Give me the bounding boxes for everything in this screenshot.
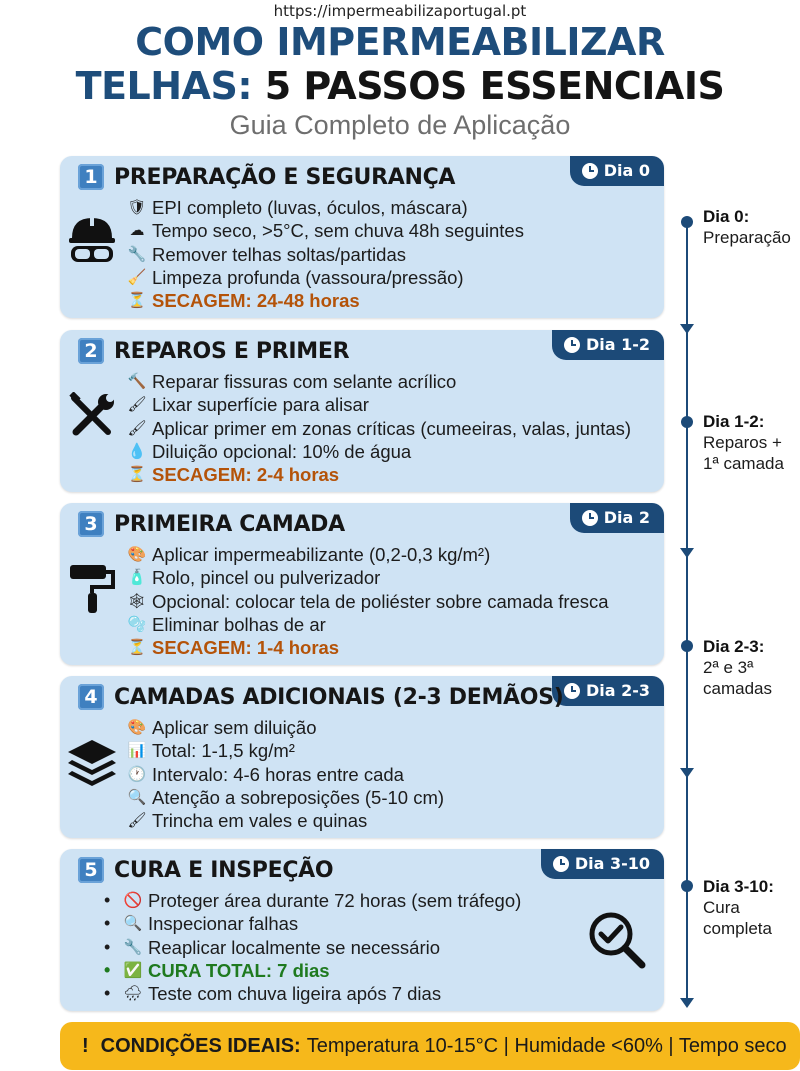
step-card-4 <box>60 676 664 838</box>
step-items <box>126 196 524 312</box>
bar-chart-icon: 📊 <box>127 742 147 760</box>
timeline-label <box>703 636 772 699</box>
timeline-dot <box>681 880 693 892</box>
rain-cloud-icon: • 🌧 <box>123 985 143 1003</box>
list-item <box>126 266 524 289</box>
brush-icon: 🖌 <box>127 396 147 414</box>
item-text: Rolo, pincel ou pulverizador <box>152 567 381 589</box>
step-card-5 <box>60 849 664 1011</box>
wrench-icon: • 🔧 <box>123 938 143 956</box>
item-text: Opcional: colocar tela de poliéster sobre camada fresca <box>152 590 609 612</box>
list-item <box>126 196 524 219</box>
paint-roller-icon <box>68 563 116 615</box>
list-item <box>126 809 444 832</box>
list-item <box>126 543 609 566</box>
item-text: CURA TOTAL: 7 dias <box>148 959 330 981</box>
day-badge-label: Dia 1-2 <box>585 335 650 354</box>
step-title: PREPARAÇÃO E SEGURANÇA <box>114 164 456 190</box>
list-item <box>104 889 521 912</box>
clock-icon <box>564 683 580 699</box>
list-item <box>126 786 444 809</box>
clock-icon: 🕐 <box>127 765 147 783</box>
list-item <box>126 739 444 762</box>
bottle-icon: 🧴 <box>127 569 147 587</box>
timeline-arrow <box>680 324 694 334</box>
hourglass-icon: ⏳ <box>127 466 147 484</box>
step-title: CAMADAS ADICIONAIS (2-3 DEMÃOS) <box>114 684 564 710</box>
web-icon: 🕸 <box>127 592 147 610</box>
item-text: Tempo seco, >5°C, sem chuva 48h seguintes <box>152 220 524 242</box>
hammer-icon: 🔨 <box>127 373 147 390</box>
item-text: Aplicar primer em zonas críticas (cumeeiras, valas, juntas) <box>152 417 632 439</box>
timeline-arrow <box>680 548 694 558</box>
step-header <box>78 164 455 190</box>
drying-time <box>126 636 609 659</box>
step-header <box>78 684 564 710</box>
paintbrush-icon: 🖌 <box>127 812 147 830</box>
item-text: EPI completo (luvas, óculos, máscara) <box>152 197 468 218</box>
timeline-label <box>703 876 774 939</box>
drying-time <box>126 463 631 486</box>
timeline-desc: 1ª camada <box>703 454 784 473</box>
day-badge-label: Dia 2 <box>603 508 650 527</box>
ideal-conditions-banner <box>60 1022 800 1070</box>
step-items <box>126 370 631 486</box>
ideal-conditions-text: Temperatura 10-15°C | Humidade <60% | Tempo seco <box>306 1034 787 1057</box>
item-text: Limpeza profunda (vassoura/pressão) <box>152 266 464 288</box>
step-header <box>78 511 345 537</box>
day-badge <box>541 849 664 879</box>
step-card-2 <box>60 330 664 492</box>
ideal-conditions-label: CONDIÇÕES IDEAIS: <box>100 1034 301 1057</box>
magnifier-check-icon <box>586 909 648 971</box>
step-number: 2 <box>78 338 104 364</box>
shield-icon: 🛡 <box>127 199 147 216</box>
item-text: Lixar superfície para alisar <box>152 394 369 416</box>
item-text: Trincha em vales e quinas <box>152 810 368 832</box>
timeline-label <box>703 411 784 474</box>
list-item <box>126 417 631 440</box>
page-title-line-2-b: 5 PASSOS ESSENCIAIS <box>264 64 725 108</box>
timeline-label <box>703 206 791 248</box>
warning-icon: ! <box>82 1034 89 1057</box>
timeline-desc: Reparos + <box>703 433 782 452</box>
timeline-desc: Preparação <box>703 228 791 247</box>
step-card-1 <box>60 156 664 318</box>
day-badge <box>570 503 664 533</box>
list-item <box>104 912 521 935</box>
step-header <box>78 338 349 364</box>
droplet-icon: 💧 <box>127 442 147 460</box>
day-badge <box>552 676 664 706</box>
drying-time <box>126 289 524 312</box>
clock-icon <box>553 856 569 872</box>
no-entry-icon: • 🚫 <box>123 892 143 909</box>
list-item <box>104 982 521 1005</box>
clock-icon <box>564 337 580 353</box>
step-header <box>78 857 333 883</box>
list-item <box>126 440 631 463</box>
item-text: Proteger área durante 72 horas (sem tráfego) <box>148 890 522 911</box>
magnifier-icon: • 🔍 <box>123 915 143 933</box>
step-title: CURA E INSPEÇÃO <box>114 857 334 883</box>
source-url[interactable]: https://impermeabilizaportugal.pt <box>273 2 527 20</box>
timeline-arrow <box>680 998 694 1008</box>
day-badge <box>570 156 664 186</box>
item-text: Reaplicar localmente se necessário <box>148 936 441 958</box>
hard-hat-goggles-icon <box>68 214 116 264</box>
item-text: Aplicar sem diluição <box>152 717 317 738</box>
cloud-icon: ☁ <box>129 222 145 240</box>
timeline-day: Dia 2-3: <box>703 637 765 656</box>
step-title: PRIMEIRA CAMADA <box>114 511 345 537</box>
list-item <box>126 393 631 416</box>
item-text: Inspecionar falhas <box>148 913 299 935</box>
timeline-day: Dia 3-10: <box>703 877 774 896</box>
timeline-arrow <box>680 768 694 778</box>
list-item <box>126 716 444 739</box>
step-items <box>126 716 444 832</box>
item-text: SECAGEM: 2-4 horas <box>152 464 340 486</box>
item-text: Aplicar impermeabilizante (0,2-0,3 kg/m²) <box>152 544 491 565</box>
day-badge-label: Dia 0 <box>603 161 650 180</box>
step-card-3 <box>60 503 664 665</box>
item-text: Intervalo: 4-6 horas entre cada <box>152 763 404 785</box>
item-text: Total: 1-1,5 kg/m² <box>152 740 295 762</box>
item-text: Remover telhas soltas/partidas <box>152 243 406 265</box>
step-number: 4 <box>78 684 104 710</box>
day-badge-label: Dia 3-10 <box>574 854 650 873</box>
hourglass-icon: ⏳ <box>127 292 147 310</box>
item-text: Diluição opcional: 10% de água <box>152 440 412 462</box>
item-text: Reparar fissuras com selante acrílico <box>152 371 457 392</box>
timeline-day: Dia 1-2: <box>703 412 765 431</box>
broom-icon: 🧹 <box>127 268 147 286</box>
item-text: SECAGEM: 1-4 horas <box>152 637 340 659</box>
timeline-dot <box>681 416 693 428</box>
wrench-icon: 🔧 <box>127 245 147 263</box>
hourglass-icon: ⏳ <box>127 639 147 657</box>
timeline-desc: camadas <box>703 679 772 698</box>
step-number: 3 <box>78 511 104 537</box>
cure-time <box>104 959 521 982</box>
timeline-desc: 2ª e 3ª <box>703 658 754 677</box>
item-text: SECAGEM: 24-48 horas <box>152 290 360 312</box>
page-subtitle: Guia Completo de Aplicação <box>229 110 571 140</box>
timeline-dot <box>681 216 693 228</box>
step-items <box>104 889 521 1005</box>
magnifier-icon: 🔍 <box>127 788 147 806</box>
palette-icon: 🎨 <box>127 546 147 563</box>
wrench-screwdriver-icon <box>68 392 116 440</box>
step-items <box>126 543 609 659</box>
list-item <box>126 590 609 613</box>
list-item <box>126 370 631 393</box>
list-item <box>126 613 609 636</box>
day-badge <box>552 330 664 360</box>
list-item <box>126 763 444 786</box>
item-text: Eliminar bolhas de ar <box>152 613 326 635</box>
step-number: 1 <box>78 164 104 190</box>
clock-icon <box>582 510 598 526</box>
list-item <box>126 243 524 266</box>
bubbles-icon: 🫧 <box>127 615 147 633</box>
item-text: Atenção a sobreposições (5-10 cm) <box>152 786 445 808</box>
list-item <box>104 936 521 959</box>
timeline-day: Dia 0: <box>703 207 750 226</box>
page-title-line-2 <box>0 64 800 108</box>
timeline-desc: completa <box>703 919 772 938</box>
check-icon: • ✅ <box>123 961 143 979</box>
step-title: REPAROS E PRIMER <box>114 338 350 364</box>
timeline-dot <box>681 640 693 652</box>
list-item <box>126 219 524 242</box>
layers-icon <box>66 738 118 788</box>
step-number: 5 <box>78 857 104 883</box>
timeline-desc: Cura <box>703 898 740 917</box>
list-item <box>126 566 609 589</box>
day-badge-label: Dia 2-3 <box>585 681 650 700</box>
item-text: Teste com chuva ligeira após 7 dias <box>148 983 442 1005</box>
palette-icon: 🎨 <box>127 719 147 736</box>
clock-icon <box>582 163 598 179</box>
paintbrush-icon: 🖌 <box>127 419 147 437</box>
page-title-line-2-a: TELHAS: <box>75 64 253 108</box>
page-title-line-1: COMO IMPERMEABILIZAR <box>135 20 665 64</box>
